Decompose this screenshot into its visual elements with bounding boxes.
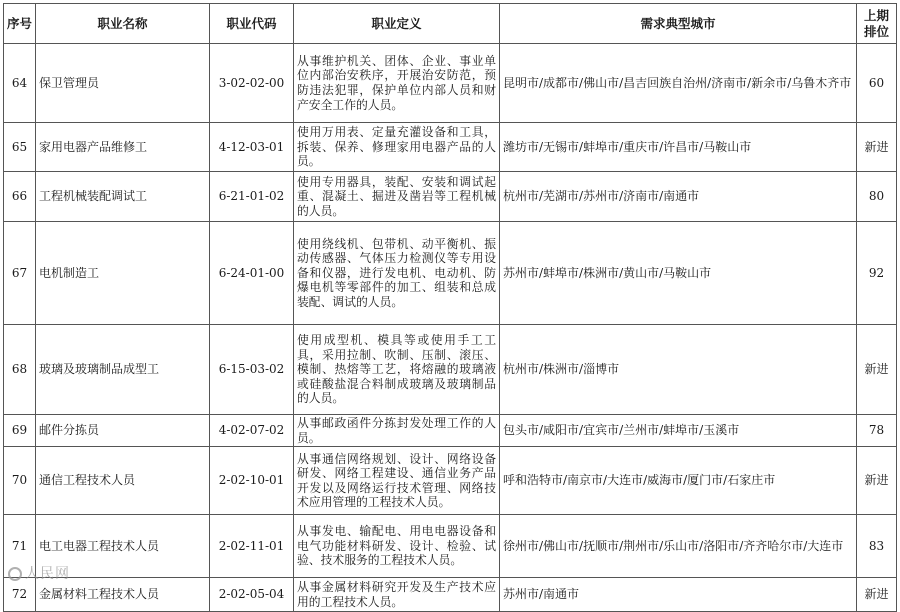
watermark-logo-icon <box>8 567 22 581</box>
cell-definition: 从事发电、输配电、用电电器设备和电气功能材料研发、设计、检验、试验、技术服务的工程技术人员。 <box>294 515 500 578</box>
cell-seq: 71 <box>4 515 36 578</box>
cell-cities: 杭州市/芜湖市/苏州市/济南市/南通市 <box>500 172 857 222</box>
cell-code: 4-02-07-02 <box>210 415 294 447</box>
cell-name: 家用电器产品维修工 <box>36 123 210 172</box>
cell-name: 工程机械装配调试工 <box>36 172 210 222</box>
table-row <box>4 415 897 447</box>
cell-seq: 66 <box>4 172 36 222</box>
table-row <box>4 123 897 172</box>
table-row <box>4 44 897 123</box>
cell-name: 电工电器工程技术人员 <box>36 515 210 578</box>
cell-code: 6-21-01-02 <box>210 172 294 222</box>
cell-seq: 70 <box>4 447 36 515</box>
cell-cities: 包头市/咸阳市/宜宾市/兰州市/蚌埠市/玉溪市 <box>500 415 857 447</box>
cell-code: 2-02-05-04 <box>210 578 294 612</box>
header-name: 职业名称 <box>36 4 210 44</box>
header-code: 职业代码 <box>210 4 294 44</box>
cell-cities: 苏州市/南通市 <box>500 578 857 612</box>
cell-last-rank: 新进 <box>857 325 897 415</box>
header-definition: 职业定义 <box>294 4 500 44</box>
cell-name: 邮件分拣员 <box>36 415 210 447</box>
cell-last-rank: 60 <box>857 44 897 123</box>
cell-name: 保卫管理员 <box>36 44 210 123</box>
table-row <box>4 222 897 325</box>
cell-seq: 65 <box>4 123 36 172</box>
cell-code: 2-02-10-01 <box>210 447 294 515</box>
cell-cities: 苏州市/蚌埠市/株洲市/黄山市/马鞍山市 <box>500 222 857 325</box>
cell-cities: 昆明市/成都市/佛山市/昌吉回族自治州/济南市/新余市/乌鲁木齐市 <box>500 44 857 123</box>
header-seq: 序号 <box>4 4 36 44</box>
cell-definition: 从事邮政函件分拣封发处理工作的人员。 <box>294 415 500 447</box>
cell-definition: 使用绕线机、包带机、动平衡机、振动传感器、气体压力检测仪等专用设备和仪器，进行发电机、电动机、防爆电机等零部件的加工、组装和总成装配、调试的人员。 <box>294 222 500 325</box>
cell-code: 3-02-02-00 <box>210 44 294 123</box>
table-header-row <box>4 4 897 44</box>
cell-definition: 使用万用表、定量充灌设备和工具，拆装、保养、修理家用电器产品的人员。 <box>294 123 500 172</box>
cell-definition: 从事维护机关、团体、企业、事业单位内部治安秩序，开展治安防范，预防违法犯罪，保护单位内部人员和财产安全工作的人员。 <box>294 44 500 123</box>
table-row <box>4 172 897 222</box>
cell-last-rank: 新进 <box>857 447 897 515</box>
cell-last-rank: 83 <box>857 515 897 578</box>
header-last-rank: 上期 排位 <box>857 4 897 44</box>
occupation-table <box>3 3 897 612</box>
cell-cities: 徐州市/佛山市/抚顺市/荆州市/乐山市/洛阳市/齐齐哈尔市/大连市 <box>500 515 857 578</box>
cell-last-rank: 78 <box>857 415 897 447</box>
cell-last-rank: 新进 <box>857 578 897 612</box>
cell-cities: 潍坊市/无锡市/蚌埠市/重庆市/许昌市/马鞍山市 <box>500 123 857 172</box>
cell-cities: 杭州市/株洲市/淄博市 <box>500 325 857 415</box>
cell-definition: 从事金属材料研究开发及生产技术应用的工程技术人员。 <box>294 578 500 612</box>
cell-code: 6-15-03-02 <box>210 325 294 415</box>
cell-seq: 68 <box>4 325 36 415</box>
watermark: 人民网 <box>8 563 70 583</box>
cell-seq: 72 <box>4 578 36 612</box>
cell-code: 4-12-03-01 <box>210 123 294 172</box>
table-row <box>4 578 897 612</box>
cell-last-rank: 新进 <box>857 123 897 172</box>
cell-seq: 67 <box>4 222 36 325</box>
cell-seq: 64 <box>4 44 36 123</box>
cell-definition: 从事通信网络规划、设计、网络设备研发、网络工程建设、通信业务产品开发以及网络运行技术管理、网络技术应用管理的工程技术人员。 <box>294 447 500 515</box>
cell-name: 金属材料工程技术人员 <box>36 578 210 612</box>
cell-seq: 69 <box>4 415 36 447</box>
cell-definition: 使用成型机、模具等或使用手工工具，采用拉制、吹制、压制、滚压、模制、热熔等工艺，将熔融的玻璃液或硅酸盐混合料制成玻璃及玻璃制品的人员。 <box>294 325 500 415</box>
cell-name: 电机制造工 <box>36 222 210 325</box>
header-cities: 需求典型城市 <box>500 4 857 44</box>
table-row <box>4 325 897 415</box>
table-row <box>4 515 897 578</box>
cell-name: 玻璃及玻璃制品成型工 <box>36 325 210 415</box>
cell-cities: 呼和浩特市/南京市/大连市/威海市/厦门市/石家庄市 <box>500 447 857 515</box>
table-row <box>4 447 897 515</box>
cell-code: 2-02-11-01 <box>210 515 294 578</box>
cell-last-rank: 80 <box>857 172 897 222</box>
cell-last-rank: 92 <box>857 222 897 325</box>
cell-name: 通信工程技术人员 <box>36 447 210 515</box>
cell-code: 6-24-01-00 <box>210 222 294 325</box>
cell-definition: 使用专用器具，装配、安装和调试起重、混凝土、掘进及凿岩等工程机械的人员。 <box>294 172 500 222</box>
